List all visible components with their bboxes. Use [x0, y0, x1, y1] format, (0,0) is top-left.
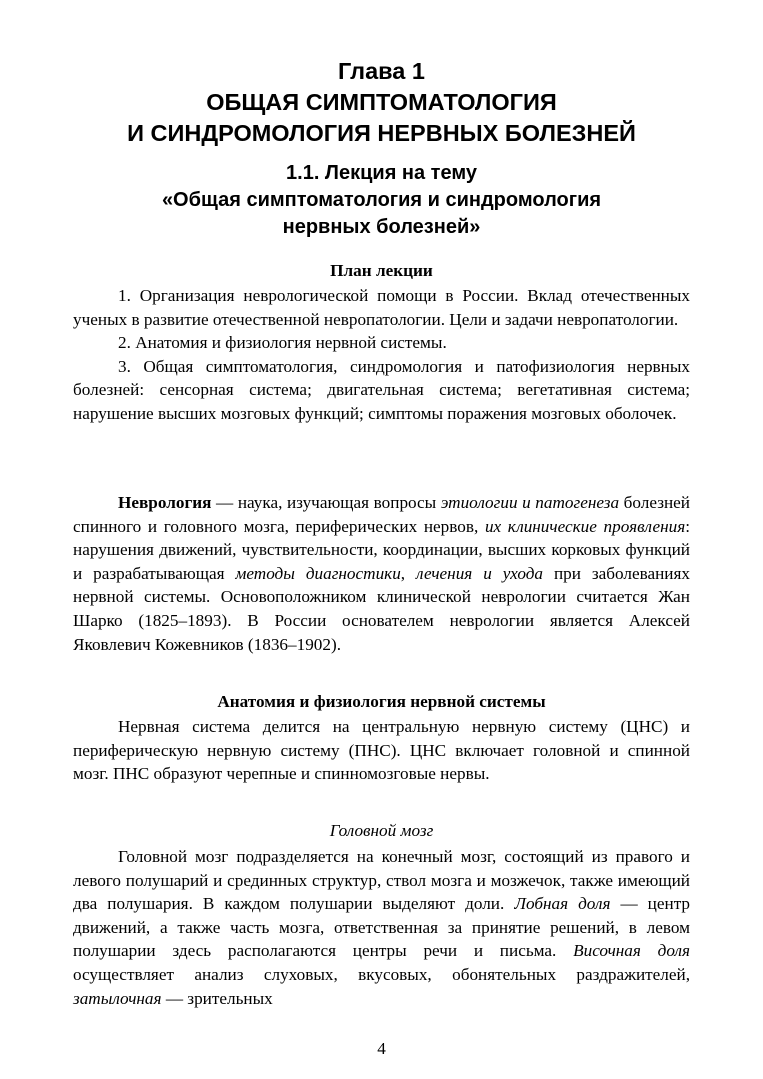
brain-heading: Головной мозг: [329, 821, 434, 840]
anatomy-section: [73, 715, 690, 786]
plan-item-1: 1. Организация неврологической помощи в России. Вклад отечественных ученых в развитие отечественной невропатологии. Цели и задачи невропатологии.: [73, 286, 690, 329]
brain-paragraph: [73, 845, 690, 1010]
definition-text: ,: [400, 563, 417, 583]
definition-text: — наука, изучающая вопросы: [211, 493, 441, 512]
brain-section: [73, 845, 690, 1010]
emphasis-occipital: затылочная: [73, 988, 162, 1008]
lecture-plan: [73, 284, 690, 426]
page-number: 4: [377, 1039, 386, 1058]
plan-item-2: 2. Анатомия и физиология нервной системы.: [118, 333, 447, 353]
term-neurology: Неврология: [118, 493, 212, 512]
anatomy-heading: Анатомия и физиология нервной системы: [217, 692, 546, 711]
plan-heading: План лекции: [330, 261, 433, 280]
section-title-line-3: нервных болезней»: [282, 216, 481, 238]
chapter-number: Глава 1: [338, 58, 425, 84]
brain-text: — зрительных: [161, 988, 273, 1008]
chapter-title-line-1: ОБЩАЯ СИМПТОМАТОЛОГИЯ: [206, 89, 557, 115]
definition-text: при заболеваниях нервной системы. Основоположником клинической неврологии считается Жан Шарко (1825–1893). В России основателем неврологии является Алексей Яковлевич Кожевников (1836–1902).: [73, 563, 691, 654]
definition-paragraph: [73, 491, 690, 656]
brain-text: — центр движений, а также часть мозга, ответственная за принятие решений, в левом полушарии здесь располагаются центры речи и письма.: [73, 894, 691, 961]
brain-text: осуществляет анализ слуховых, вкусовых, обонятельных раздражителей,: [73, 964, 690, 984]
anatomy-paragraph: Нервная система делится на центральную нервную систему (ЦНС) и периферическую нервную систему (ПНС). ЦНС включает головной и спинной мозг. ПНС образуют черепные и спинномозговые нервы.: [73, 717, 690, 784]
emphasis-manifestations: их клинические проявления: [484, 516, 686, 536]
brain-text: Головной мозг подразделяется на конечный мозг, состоящий из правого и левого полушарий и срединных структур, ствол мозга и мозжечок, также имеющий два полушария. В каждом полушарии выделяют доли.: [73, 847, 690, 914]
section-title-line-1: 1.1. Лекция на тему: [286, 162, 477, 184]
emphasis-diagnostics: методы диагностики: [235, 563, 401, 583]
chapter-title-line-2: И СИНДРОМОЛОГИЯ НЕРВНЫХ БОЛЕЗНЕЙ: [127, 120, 636, 146]
emphasis-temporal-lobe: Височная доля: [573, 941, 690, 961]
definition-text: болезней спинного и головного мозга, периферических нервов,: [73, 493, 691, 536]
emphasis-etiology: этиологии и патогенеза: [440, 493, 620, 512]
definition-text: : нарушения движений, чувствительности, координации, высших корковых функций и разрабатывающая: [73, 516, 690, 583]
section-title-line-2: «Общая симптоматология и синдромология: [161, 189, 602, 211]
emphasis-frontal-lobe: Лобная доля: [514, 894, 611, 914]
emphasis-treatment: лечения и ухода: [416, 563, 544, 583]
neurology-definition: [73, 491, 690, 656]
plan-item-3: 3. Общая симптоматология, синдромология и патофизиология нервных болезней: сенсорная система; двигательная система; вегетативная система; нарушение высших мозговых функций; симптомы поражения мозговых оболочек.: [73, 356, 690, 423]
